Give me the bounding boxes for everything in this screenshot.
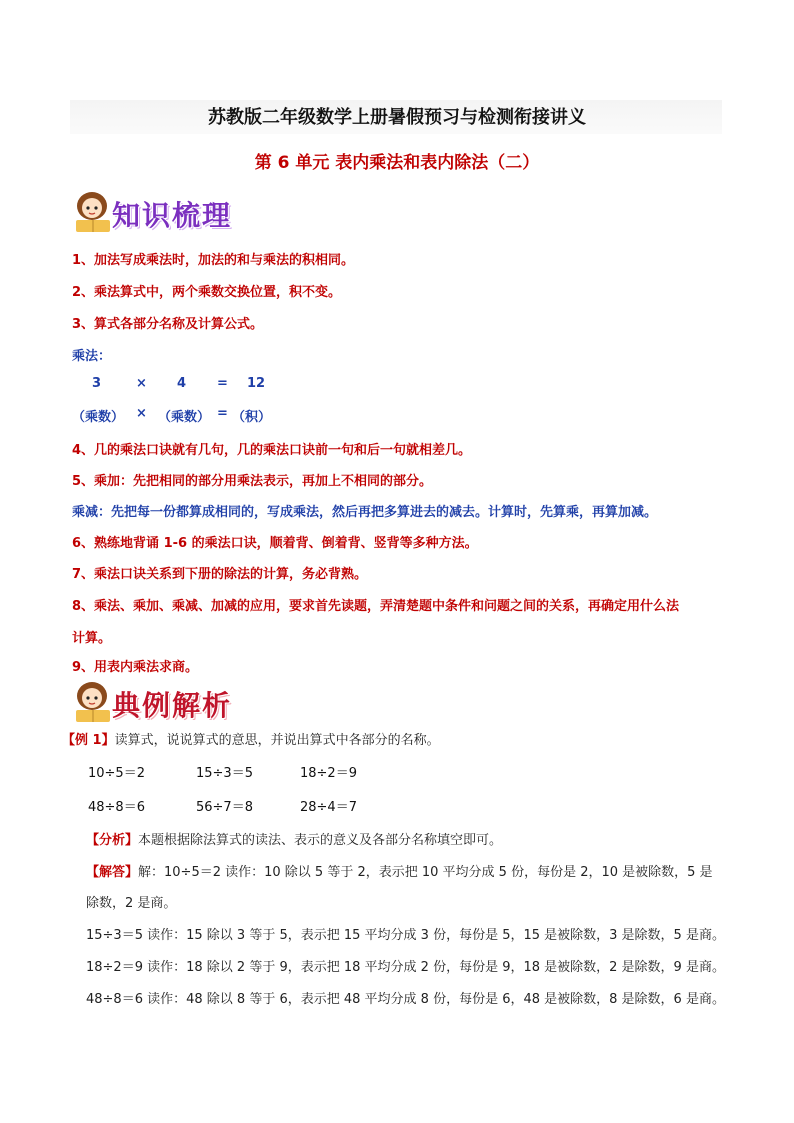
point-8-continued: 计算。 <box>72 631 112 646</box>
point-4: 4、几的乘法口诀就有几句，几的乘法口诀前一句和后一句就相差几。 <box>72 443 472 458</box>
girl-reading-icon <box>70 678 116 726</box>
formula-factor-1: 3 <box>92 376 102 391</box>
girl-reading-icon <box>70 188 116 236</box>
answer-line-5: 48÷8＝6 读作：48 除以 8 等于 6，表示把 48 平均分成 8 份，每份是 6，48 是被除数，8 是除数，6 是商。 <box>86 992 725 1007</box>
calc-item: 10÷5＝2 <box>88 766 145 781</box>
unit-title: 第 6 单元 表内乘法和表内除法（二） <box>254 153 540 173</box>
point-8: 8、乘法、乘加、乘减、加减的应用，要求首先读题，弄清楚题中条件和问题之间的关系，再确定用什么法 <box>72 599 680 614</box>
point-3: 3、算式各部分名称及计算公式。 <box>72 317 264 332</box>
point-5: 5、乘加：先把相同的部分用乘法表示，再加上不相同的部分。 <box>72 474 433 489</box>
point-1: 1、加法写成乘法时，加法的和与乘法的积相同。 <box>72 253 355 268</box>
answer-line-4: 18÷2＝9 读作：18 除以 2 等于 9，表示把 18 平均分成 2 份，每份是 9，18 是被除数，2 是除数，9 是商。 <box>86 960 725 975</box>
document-title: 苏教版二年级数学上册暑假预习与检测衔接讲义 <box>208 107 586 128</box>
formula-equals: = <box>217 376 228 391</box>
analysis-text: 本题根据除法算式的读法、表示的意义及各部分名称填空即可。 <box>138 833 503 848</box>
answer-tag: 【解答】 <box>86 865 139 880</box>
formula-name-times: × <box>136 406 147 421</box>
section-knowledge-header <box>70 188 290 236</box>
point-2: 2、乘法算式中，两个乘数交换位置，积不变。 <box>72 285 342 300</box>
point-7: 7、乘法口诀关系到下册的除法的计算，务必背熟。 <box>72 567 368 582</box>
point-6: 6、熟练地背诵 1-6 的乘法口诀，顺着背、倒着背、竖背等多种方法。 <box>72 536 478 551</box>
calc-item: 56÷7＝8 <box>196 800 253 815</box>
section-examples-title: 典例解析 <box>112 689 233 722</box>
example-1-prompt-line <box>62 729 440 748</box>
calc-item: 28÷4＝7 <box>300 800 357 815</box>
point-5b: 乘减：先把每一份都算成相同的，写成乘法，然后再把多算进去的减去。计算时，先算乘，再算加减。 <box>72 505 658 520</box>
point-9: 9、用表内乘法求商。 <box>72 660 199 675</box>
formula-name-product: （积） <box>232 410 272 425</box>
example-1-tag: 【例 1】 <box>62 733 115 748</box>
formula-product: 12 <box>247 376 266 391</box>
formula-factor-2: 4 <box>177 376 187 391</box>
answer-line-2: 除数，2 是商。 <box>86 896 177 911</box>
section-examples-header <box>70 678 290 726</box>
analysis-line <box>86 829 502 848</box>
formula-times: × <box>136 376 147 391</box>
analysis-tag: 【分析】 <box>86 833 139 848</box>
answer-text-1: 解：10÷5＝2 读作：10 除以 5 等于 2，表示把 10 平均分成 5 份，每份是 2，10 是被除数，5 是 <box>138 865 713 880</box>
formula-name-factor-1: （乘数） <box>72 410 125 425</box>
answer-line-3: 15÷3＝5 读作：15 除以 3 等于 5，表示把 15 平均分成 3 份，每份是 5，15 是被除数，3 是除数，5 是商。 <box>86 928 725 943</box>
calc-item: 15÷3＝5 <box>196 766 253 781</box>
section-knowledge-title: 知识梳理 <box>112 199 233 232</box>
multiplication-label: 乘法： <box>72 349 112 364</box>
formula-name-factor-2: （乘数） <box>158 410 211 425</box>
example-1-prompt: 读算式，说说算式的意思，并说出算式中各部分的名称。 <box>114 733 440 748</box>
formula-name-equals: = <box>217 406 228 421</box>
calc-item: 48÷8＝6 <box>88 800 145 815</box>
answer-line-1 <box>86 861 713 880</box>
calc-item: 18÷2＝9 <box>300 766 357 781</box>
